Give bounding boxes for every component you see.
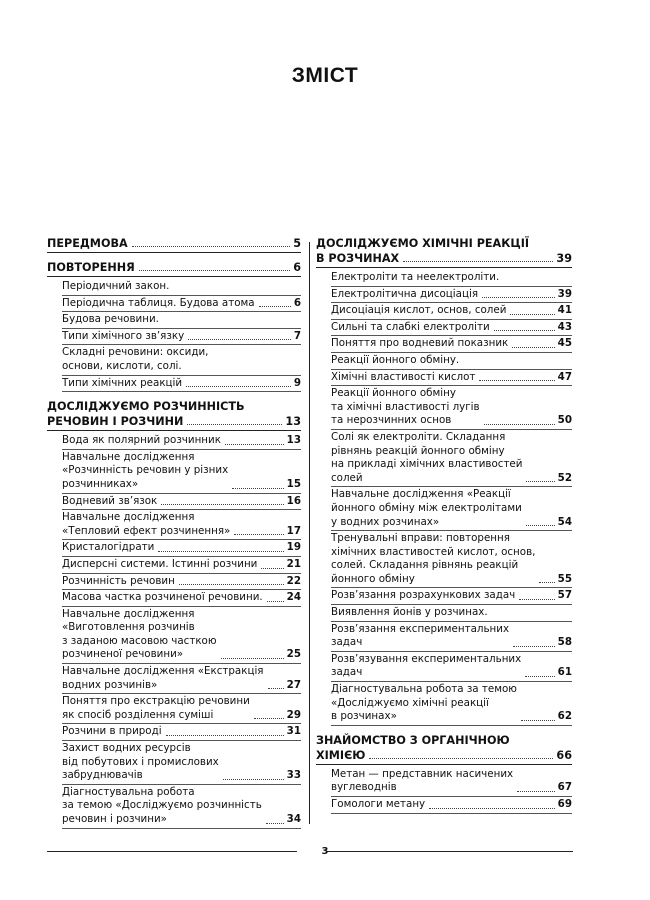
entry-text — [62, 297, 255, 311]
section-title-line — [47, 399, 301, 414]
toc-entry — [62, 296, 301, 313]
entry-text — [331, 304, 506, 318]
entry-page-number: 50 — [557, 414, 572, 427]
entry-text-line: Будова речовини. — [62, 313, 159, 326]
entry-text-line: Масова частка розчиненої речовини. — [62, 591, 263, 604]
toc-section — [316, 733, 572, 814]
entry-text-line: «Тепловий ефект розчинення» — [62, 524, 231, 537]
entry-text-line: Реакції йонного обміну. — [331, 353, 460, 366]
dot-leader — [517, 791, 555, 792]
entry-text-line: основи, кислоти, солі. — [62, 359, 182, 372]
entry-page-number: 34 — [286, 813, 301, 825]
entry-page-number: 9 — [293, 376, 301, 389]
toc-entry — [62, 312, 301, 329]
entry-text-line: Періодичний закон. — [62, 280, 170, 292]
toc-entry — [331, 336, 572, 353]
dot-leader — [513, 646, 555, 647]
dot-leader — [510, 314, 554, 315]
toc-section — [47, 260, 301, 392]
entry-page-number: 43 — [557, 320, 572, 333]
entry-text-line: розчинниках» — [62, 477, 139, 490]
toc-entry — [331, 303, 572, 320]
entry-text — [331, 387, 480, 428]
dot-leader — [525, 676, 554, 677]
entry-text-line: за темою «Досліджуємо розчинність — [62, 799, 262, 812]
toc-entry — [331, 386, 572, 430]
toc-entry — [331, 430, 572, 487]
toc-right-column — [316, 236, 572, 821]
dot-leader — [512, 347, 554, 348]
entry-page-number: 24 — [286, 591, 301, 604]
toc-section — [316, 236, 572, 726]
entry-text-line: Тренувальні вправи: повторення — [331, 532, 510, 545]
entry-text-line: Навчальне дослідження — [62, 511, 195, 524]
toc-left-column — [47, 236, 301, 836]
dot-leader — [254, 718, 284, 719]
page-footer — [0, 846, 650, 858]
entry-text-line: Навчальне дослідження «Екстракція — [62, 665, 264, 678]
entry-page-number: 29 — [286, 708, 301, 721]
entry-text-line: хімічних властивостей кислот, основ, — [331, 545, 536, 558]
entry-text-line: Типи хімічних реакцій — [62, 376, 183, 389]
entry-page-number: 47 — [557, 370, 572, 383]
entry-page-number: 27 — [286, 678, 301, 691]
entry-text — [62, 330, 184, 344]
entry-text-line: та хімічні властивості лугів — [331, 400, 480, 413]
entry-page-number: 16 — [286, 494, 301, 507]
toc-entry — [62, 450, 301, 494]
entry-text-line: на прикладі хімічних властивостей — [331, 458, 523, 471]
entry-text — [62, 742, 219, 783]
toc-entry — [331, 287, 572, 304]
entry-text — [62, 575, 175, 589]
section-title-text: ПЕРЕДМОВА — [47, 237, 128, 250]
section-title-text: В РОЗЧИНАХ — [316, 252, 400, 265]
entry-text-line: Поняття про водневий показник — [331, 337, 509, 350]
entry-text — [62, 541, 154, 555]
entry-text-line: Метан — представник насичених — [331, 767, 514, 780]
section-title — [47, 399, 301, 431]
entry-text-line: Поняття про екстракцію речовини — [62, 695, 250, 708]
dot-leader — [539, 582, 554, 583]
toc-entry — [331, 353, 572, 370]
section-page-number: 5 — [293, 237, 301, 250]
section-page-number: 39 — [556, 252, 572, 265]
entry-page-number: 45 — [557, 337, 572, 350]
entry-page-number: 17 — [286, 524, 301, 537]
toc-entry — [62, 557, 301, 574]
entry-page-number: 6 — [293, 296, 301, 309]
entry-text-line: Захист водних ресурсів — [62, 742, 191, 755]
section-title-line — [316, 236, 572, 251]
entry-page-number: 39 — [557, 287, 572, 300]
entry-text-line: Дисперсні системи. Істинні розчини — [62, 557, 258, 570]
entry-text — [62, 786, 262, 827]
toc-entry — [62, 329, 301, 346]
entry-page-number: 57 — [557, 589, 572, 602]
toc-entry — [331, 797, 572, 814]
entry-text-line: Солі як електроліти. Складання — [331, 430, 506, 443]
toc-entry — [62, 607, 301, 664]
entry-page-number: 67 — [557, 781, 572, 794]
toc-entry — [331, 270, 572, 287]
dot-leader — [268, 688, 284, 689]
entry-text-line: Гомологи метану — [331, 798, 426, 810]
entry-text-line: задач — [331, 636, 363, 649]
toc-entry — [331, 652, 572, 682]
section-title-line — [316, 748, 572, 763]
entry-text-line: у водних розчинах» — [331, 515, 440, 528]
toc-entry — [62, 574, 301, 591]
entry-text — [331, 589, 515, 603]
entry-text — [62, 591, 263, 605]
entry-text-line: «Досліджуємо хімічні реакції — [331, 696, 489, 709]
toc-entry — [331, 682, 572, 726]
entry-text — [62, 495, 157, 509]
section-title — [47, 236, 301, 253]
dot-leader — [225, 444, 284, 445]
section-title-text: РЕЧОВИН І РОЗЧИНИ — [47, 415, 184, 429]
dot-leader — [261, 568, 283, 569]
entry-text — [62, 377, 182, 391]
entry-text — [331, 606, 488, 620]
entry-text-line: «Розчинність речовин у різних — [62, 464, 229, 477]
entry-text-line: від побутових і промислових — [62, 755, 219, 768]
entry-text-line: Типи хімічного зв’язку — [62, 329, 185, 342]
dot-leader — [132, 246, 291, 247]
entry-text-line: Розчинність речовин — [62, 574, 175, 587]
toc-entry — [62, 279, 301, 296]
entry-text-line: Електролітична дисоціація — [331, 287, 479, 300]
toc-entry — [331, 531, 572, 588]
entry-text-line: Періодична таблиця. Будова атома — [62, 296, 255, 309]
dot-leader — [259, 306, 291, 307]
entry-text — [331, 683, 517, 724]
dot-leader — [166, 735, 284, 736]
entry-text-line: речовин і розчини» — [62, 813, 167, 825]
page-title: ЗМІСТ — [291, 64, 359, 87]
section-title — [47, 260, 301, 277]
dot-leader — [266, 823, 284, 824]
toc-entry — [62, 664, 301, 694]
entry-text — [62, 451, 228, 492]
entry-text-line: з заданою масовою часткою — [62, 634, 217, 647]
entry-page-number: 55 — [557, 572, 572, 585]
entry-page-number: 61 — [557, 666, 572, 679]
toc-section — [47, 399, 301, 828]
entry-text-line: в розчинах» — [331, 710, 397, 723]
entry-text — [331, 321, 490, 335]
dot-leader — [526, 481, 554, 482]
section-page-number: 13 — [285, 415, 301, 429]
entry-page-number: 52 — [557, 471, 572, 484]
entry-text-line: як спосіб розділення суміші — [62, 708, 214, 721]
entry-text — [331, 488, 522, 529]
entry-text-line: та нерозчинних основ — [331, 414, 452, 427]
section-title — [316, 733, 572, 765]
entry-page-number: 21 — [286, 557, 301, 570]
entry-text-line: солей. Складання рівнянь реакцій — [331, 559, 519, 572]
entry-page-number: 7 — [293, 329, 301, 342]
entry-page-number: 15 — [286, 477, 301, 490]
entry-text-line: розчиненої речовини» — [62, 648, 184, 661]
entry-text-line: Навчальне дослідження — [62, 450, 195, 463]
dot-leader — [267, 601, 284, 602]
toc-entry — [62, 724, 301, 741]
entry-text-line: рівнянь реакцій йонного обміну — [331, 444, 505, 457]
entry-text — [62, 725, 162, 739]
entry-text-line: йонного обміну — [331, 572, 415, 585]
entry-text — [62, 313, 159, 327]
section-page-number: 66 — [556, 748, 572, 762]
section-title-line — [316, 251, 572, 266]
dot-leader — [403, 261, 553, 262]
dot-leader — [179, 584, 284, 585]
section-items — [47, 279, 301, 392]
entry-text-line: Розв’язання експериментальних — [331, 622, 510, 635]
dot-leader — [494, 330, 555, 331]
entry-page-number: 33 — [286, 769, 301, 782]
section-items — [316, 270, 572, 726]
toc-entry — [62, 433, 301, 450]
section-title-text: ПОВТОРЕННЯ — [47, 261, 135, 274]
entry-text-line: Складні речовини: оксиди, — [62, 346, 209, 359]
entry-text-line: задач — [331, 666, 363, 679]
entry-text-line: йонного обміну між електролітами — [331, 501, 522, 514]
entry-text-line: Діагностувальна робота — [62, 785, 195, 798]
page-number: 3 — [321, 846, 329, 857]
entry-text — [331, 337, 508, 351]
column-divider — [309, 242, 310, 824]
dot-leader — [479, 380, 554, 381]
entry-text-line: Вода як полярний розчинник — [62, 434, 221, 447]
entry-page-number: 41 — [557, 304, 572, 317]
entry-text — [62, 558, 257, 572]
entry-text-line: Дисоціація кислот, основ, солей — [331, 304, 507, 317]
dot-leader — [221, 658, 284, 659]
dot-leader — [187, 424, 282, 425]
entry-text-line: водних розчинів» — [62, 678, 158, 691]
dot-leader — [139, 270, 290, 271]
section-title-text: ДОСЛІДЖУЄМО РОЗЧИННІСТЬ — [47, 400, 245, 414]
entry-text — [62, 695, 250, 722]
dot-leader — [188, 339, 291, 340]
entry-text — [62, 280, 169, 294]
entry-text — [62, 511, 230, 538]
entry-text-line: Водневий зв’язок — [62, 494, 158, 507]
entry-text-line: Навчальне дослідження — [62, 607, 195, 620]
toc-section — [47, 236, 301, 253]
entry-text-line: забруднювачів — [62, 769, 143, 782]
entry-text — [62, 665, 264, 692]
section-items — [316, 767, 572, 814]
toc-entry — [331, 487, 572, 531]
dot-leader — [369, 758, 553, 759]
section-title-text: ХІМІЄЮ — [316, 748, 366, 762]
entry-text-line: Реакції йонного обміну — [331, 387, 456, 400]
dot-leader — [223, 779, 284, 780]
dot-leader — [482, 297, 555, 298]
dot-leader — [161, 504, 283, 505]
entry-text — [331, 431, 522, 485]
entry-text — [62, 608, 217, 662]
entry-text — [331, 532, 535, 586]
entry-text — [331, 653, 521, 680]
dot-leader — [521, 720, 555, 721]
entry-text — [331, 371, 475, 385]
entry-text — [331, 623, 509, 650]
toc-entry — [62, 785, 301, 829]
toc-entry — [62, 345, 301, 375]
entry-text-line: Виявлення йонів у розчинах. — [331, 606, 488, 619]
dot-leader — [526, 525, 555, 526]
toc-entry — [331, 622, 572, 652]
entry-text — [331, 768, 513, 795]
section-title-line — [316, 733, 572, 748]
toc-entry — [62, 590, 301, 607]
entry-text — [331, 288, 478, 302]
section-items — [47, 433, 301, 828]
entry-page-number: 58 — [557, 636, 572, 649]
toc-entry — [62, 694, 301, 724]
entry-text — [331, 798, 425, 812]
dot-leader — [186, 386, 291, 387]
toc-entry — [62, 510, 301, 540]
entry-page-number: 22 — [286, 574, 301, 587]
entry-text-line: Електроліти та неелектроліти. — [331, 271, 500, 283]
entry-text-line: Розв’язання розрахункових задач — [331, 589, 516, 602]
section-title-text: ДОСЛІДЖУЄМО ХІМІЧНІ РЕАКЦІЇ — [316, 237, 530, 250]
entry-text — [62, 346, 208, 373]
entry-text-line: вуглеводнів — [331, 781, 397, 794]
entry-page-number: 13 — [286, 434, 301, 447]
entry-page-number: 19 — [286, 541, 301, 554]
section-page-number: 6 — [293, 261, 301, 274]
entry-text-line: Розчини в природі — [62, 725, 162, 738]
section-title-line — [47, 260, 301, 275]
entry-text-line: «Виготовлення розчинів — [62, 621, 195, 634]
section-title-line — [47, 236, 301, 251]
dot-leader — [484, 424, 555, 425]
entry-text — [62, 434, 221, 448]
dot-leader — [234, 534, 283, 535]
entry-text-line: Діагностувальна робота за темою — [331, 683, 517, 696]
entry-text — [331, 354, 459, 368]
entry-page-number: 31 — [286, 725, 301, 738]
toc-entry — [331, 588, 572, 605]
section-title-text: ЗНАЙОМСТВО З ОРГАНІЧНОЮ — [316, 733, 510, 747]
dot-leader — [158, 551, 283, 552]
entry-page-number: 54 — [557, 515, 572, 528]
dot-leader — [519, 599, 554, 600]
entry-text-line: солей — [331, 471, 363, 484]
entry-page-number: 69 — [557, 798, 572, 810]
toc-entry — [331, 320, 572, 337]
entry-text-line: Хімічні властивості кислот — [331, 370, 476, 383]
entry-text-line: Навчальне дослідження «Реакції — [331, 488, 511, 501]
toc-entry — [331, 767, 572, 797]
section-title-line — [47, 414, 301, 429]
toc-entry — [331, 605, 572, 622]
entry-text-line: Розв’язування експериментальних — [331, 652, 522, 665]
entry-page-number: 25 — [286, 648, 301, 661]
entry-text-line: Сильні та слабкі електроліти — [331, 320, 490, 333]
toc-entry — [62, 376, 301, 393]
toc-entry — [331, 370, 572, 387]
entry-text — [331, 271, 499, 285]
section-title — [316, 236, 572, 268]
dot-leader — [232, 488, 283, 489]
toc-entry — [62, 540, 301, 557]
toc-entry — [62, 494, 301, 511]
toc-entry — [62, 741, 301, 785]
entry-page-number: 62 — [557, 710, 572, 723]
entry-text-line: Кристалогідрати — [62, 541, 155, 554]
dot-leader — [429, 808, 555, 809]
